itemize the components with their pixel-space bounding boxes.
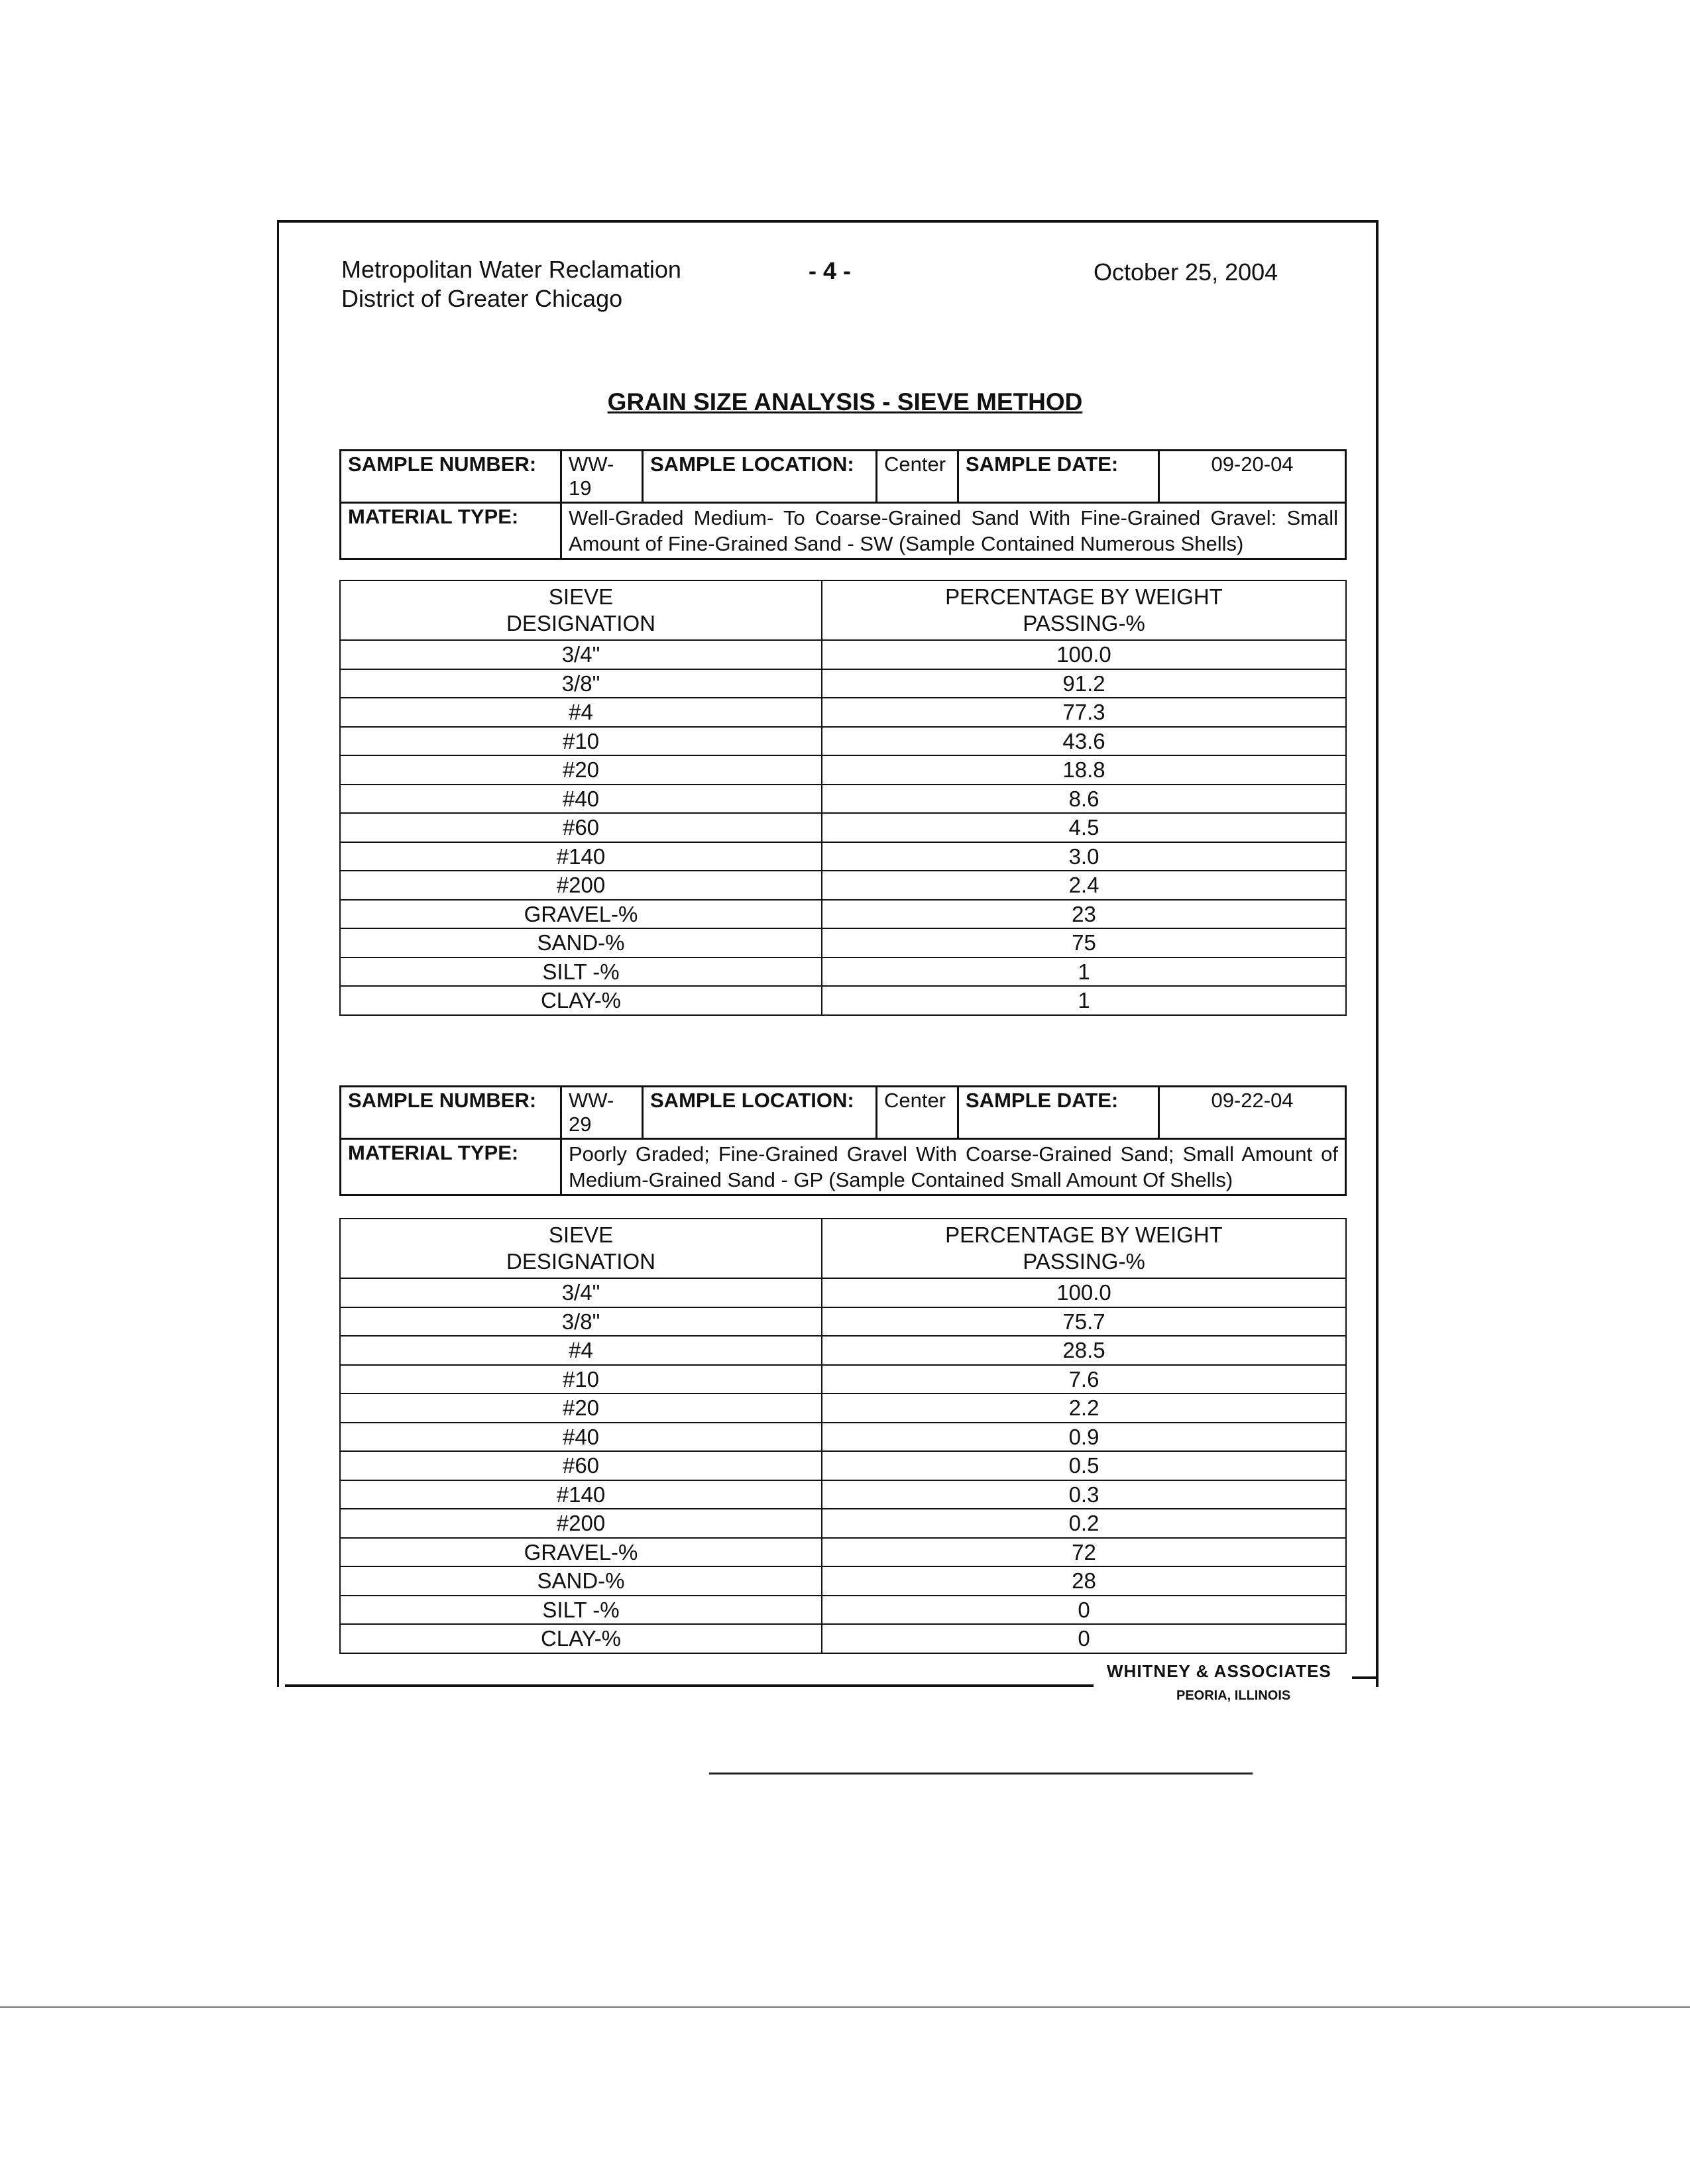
material-type-label: MATERIAL TYPE: — [341, 503, 561, 559]
sample-info-row — [341, 1087, 1346, 1139]
sieve-designation-cell: #4 — [340, 698, 822, 727]
percent-passing-cell: 4.5 — [822, 813, 1346, 842]
percent-passing-cell: 91.2 — [822, 669, 1346, 698]
percent-passing-cell: 100.0 — [822, 1278, 1346, 1307]
table-row — [340, 957, 1346, 987]
percent-passing-cell: 2.2 — [822, 1393, 1346, 1423]
sieve-designation-cell: #40 — [340, 1423, 822, 1452]
firm-name: WHITNEY & ASSOCIATES — [1107, 1661, 1331, 1681]
table-row — [340, 1451, 1346, 1480]
table-row — [340, 1423, 1346, 1452]
sieve-rows — [340, 640, 1346, 1015]
percent-passing-cell: 72 — [822, 1538, 1346, 1567]
sieve-designation-cell: #60 — [340, 1451, 822, 1480]
sieve-header-row — [340, 580, 1346, 640]
sieve-table-2 — [339, 1218, 1347, 1654]
sieve-designation-cell: SAND-% — [340, 928, 822, 957]
table-row — [340, 755, 1346, 785]
table-row — [340, 928, 1346, 957]
percent-passing-cell: 0.2 — [822, 1509, 1346, 1538]
sample-date-label: SAMPLE DATE: — [958, 1087, 1159, 1139]
sieve-designation-cell: CLAY-% — [340, 986, 822, 1015]
sample-date-value: 09-22-04 — [1159, 1087, 1346, 1139]
frame-bottom-rule — [285, 1684, 1094, 1687]
percent-passing-cell: 3.0 — [822, 842, 1346, 871]
sieve-designation-cell: #40 — [340, 785, 822, 814]
sieve-designation-cell: SAND-% — [340, 1566, 822, 1596]
sieve-designation-cell: #140 — [340, 1480, 822, 1509]
col-sieve-header: SIEVE DESIGNATION — [340, 580, 822, 640]
table-row — [340, 698, 1346, 727]
sieve-designation-cell: #10 — [340, 1365, 822, 1394]
table-row — [340, 1393, 1346, 1423]
sieve-designation-cell: GRAVEL-% — [340, 1538, 822, 1567]
sieve-designation-cell: #20 — [340, 755, 822, 785]
col-pct-header: PERCENTAGE BY WEIGHT PASSING-% — [822, 580, 1346, 640]
table-row — [340, 1307, 1346, 1337]
page-title — [0, 388, 1690, 416]
sieve-table-1 — [339, 580, 1347, 1016]
sample-location-label: SAMPLE LOCATION: — [643, 1087, 877, 1139]
material-row — [341, 503, 1346, 559]
sieve-designation-cell: SILT -% — [340, 957, 822, 987]
col-sieve-header: SIEVE DESIGNATION — [340, 1219, 822, 1278]
table-row — [340, 1365, 1346, 1394]
sieve-designation-cell: GRAVEL-% — [340, 900, 822, 929]
org-line-2: District of Greater Chicago — [341, 285, 623, 312]
sample-info-table-2 — [339, 1085, 1347, 1196]
sieve-rows — [340, 1278, 1346, 1653]
sieve-designation-cell: CLAY-% — [340, 1624, 822, 1653]
sieve-designation-cell: #200 — [340, 1509, 822, 1538]
percent-passing-cell: 0.5 — [822, 1451, 1346, 1480]
sample-number-label: SAMPLE NUMBER: — [341, 1087, 561, 1139]
table-row — [340, 640, 1346, 669]
sample-location-label: SAMPLE LOCATION: — [643, 451, 877, 503]
sample-info-row — [341, 451, 1346, 503]
material-type-label: MATERIAL TYPE: — [341, 1139, 561, 1195]
table-row — [340, 1596, 1346, 1625]
sample-info-table-1 — [339, 449, 1347, 560]
firm-city: PEORIA, ILLINOIS — [1176, 1688, 1291, 1703]
percent-passing-cell: 75 — [822, 928, 1346, 957]
scan-edge-rule — [0, 2006, 1690, 2008]
table-row — [340, 1336, 1346, 1365]
sieve-designation-cell: #60 — [340, 813, 822, 842]
report-date: October 25, 2004 — [1094, 258, 1278, 286]
percent-passing-cell: 23 — [822, 900, 1346, 929]
material-type-value: Poorly Graded; Fine-Grained Gravel With Coarse-Grained Sand; Small Amount of Medium-Grained Sand - GP (Sample Contained Small Amount Of Shells) — [561, 1139, 1346, 1195]
percent-passing-cell: 28.5 — [822, 1336, 1346, 1365]
col-pct-header: PERCENTAGE BY WEIGHT PASSING-% — [822, 1219, 1346, 1278]
sieve-designation-cell: #20 — [340, 1393, 822, 1423]
page-title-text: GRAIN SIZE ANALYSIS - SIEVE METHOD — [607, 388, 1083, 415]
percent-passing-cell: 2.4 — [822, 871, 1346, 900]
table-row — [340, 1509, 1346, 1538]
table-row — [340, 1278, 1346, 1307]
table-row — [340, 813, 1346, 842]
percent-passing-cell: 100.0 — [822, 640, 1346, 669]
table-row — [340, 727, 1346, 756]
sample-location-value: Center — [877, 451, 958, 503]
table-row — [340, 1538, 1346, 1567]
sieve-designation-cell: #140 — [340, 842, 822, 871]
table-row — [340, 900, 1346, 929]
sieve-designation-cell: #200 — [340, 871, 822, 900]
percent-passing-cell: 1 — [822, 957, 1346, 987]
sample-location-value: Center — [877, 1087, 958, 1139]
sample-number-label: SAMPLE NUMBER: — [341, 451, 561, 503]
percent-passing-cell: 28 — [822, 1566, 1346, 1596]
sieve-header-row — [340, 1219, 1346, 1278]
sample-date-value: 09-20-04 — [1159, 451, 1346, 503]
sample-number-value: WW-19 — [561, 451, 643, 503]
percent-passing-cell: 7.6 — [822, 1365, 1346, 1394]
percent-passing-cell: 18.8 — [822, 755, 1346, 785]
sample-date-label: SAMPLE DATE: — [958, 451, 1159, 503]
sieve-designation-cell: 3/4" — [340, 1278, 822, 1307]
percent-passing-cell: 0 — [822, 1624, 1346, 1653]
sample-number-value: WW-29 — [561, 1087, 643, 1139]
material-row — [341, 1139, 1346, 1195]
org-line-1: Metropolitan Water Reclamation — [341, 256, 681, 283]
percent-passing-cell: 1 — [822, 986, 1346, 1015]
sieve-designation-cell: 3/4" — [340, 640, 822, 669]
percent-passing-cell: 75.7 — [822, 1307, 1346, 1337]
material-type-value: Well-Graded Medium- To Coarse-Grained Sand With Fine-Grained Gravel: Small Amount of Fine-Grained Sand - SW (Sample Contained Numerous Shells) — [561, 503, 1346, 559]
percent-passing-cell: 0.9 — [822, 1423, 1346, 1452]
percent-passing-cell: 0 — [822, 1596, 1346, 1625]
percent-passing-cell: 8.6 — [822, 785, 1346, 814]
percent-passing-cell: 77.3 — [822, 698, 1346, 727]
org-name — [341, 255, 681, 313]
table-row — [340, 669, 1346, 698]
bottom-rule — [709, 1773, 1253, 1774]
sieve-designation-cell: SILT -% — [340, 1596, 822, 1625]
table-row — [340, 1624, 1346, 1653]
frame-bottom-rule-end — [1352, 1676, 1379, 1679]
table-row — [340, 785, 1346, 814]
table-row — [340, 842, 1346, 871]
table-row — [340, 871, 1346, 900]
percent-passing-cell: 0.3 — [822, 1480, 1346, 1509]
sieve-designation-cell: 3/8" — [340, 669, 822, 698]
table-row — [340, 1566, 1346, 1596]
sieve-designation-cell: 3/8" — [340, 1307, 822, 1337]
sieve-designation-cell: #10 — [340, 727, 822, 756]
page-number: - 4 - — [809, 257, 852, 284]
table-row — [340, 1480, 1346, 1509]
table-row — [340, 986, 1346, 1015]
percent-passing-cell: 43.6 — [822, 727, 1346, 756]
sieve-designation-cell: #4 — [340, 1336, 822, 1365]
